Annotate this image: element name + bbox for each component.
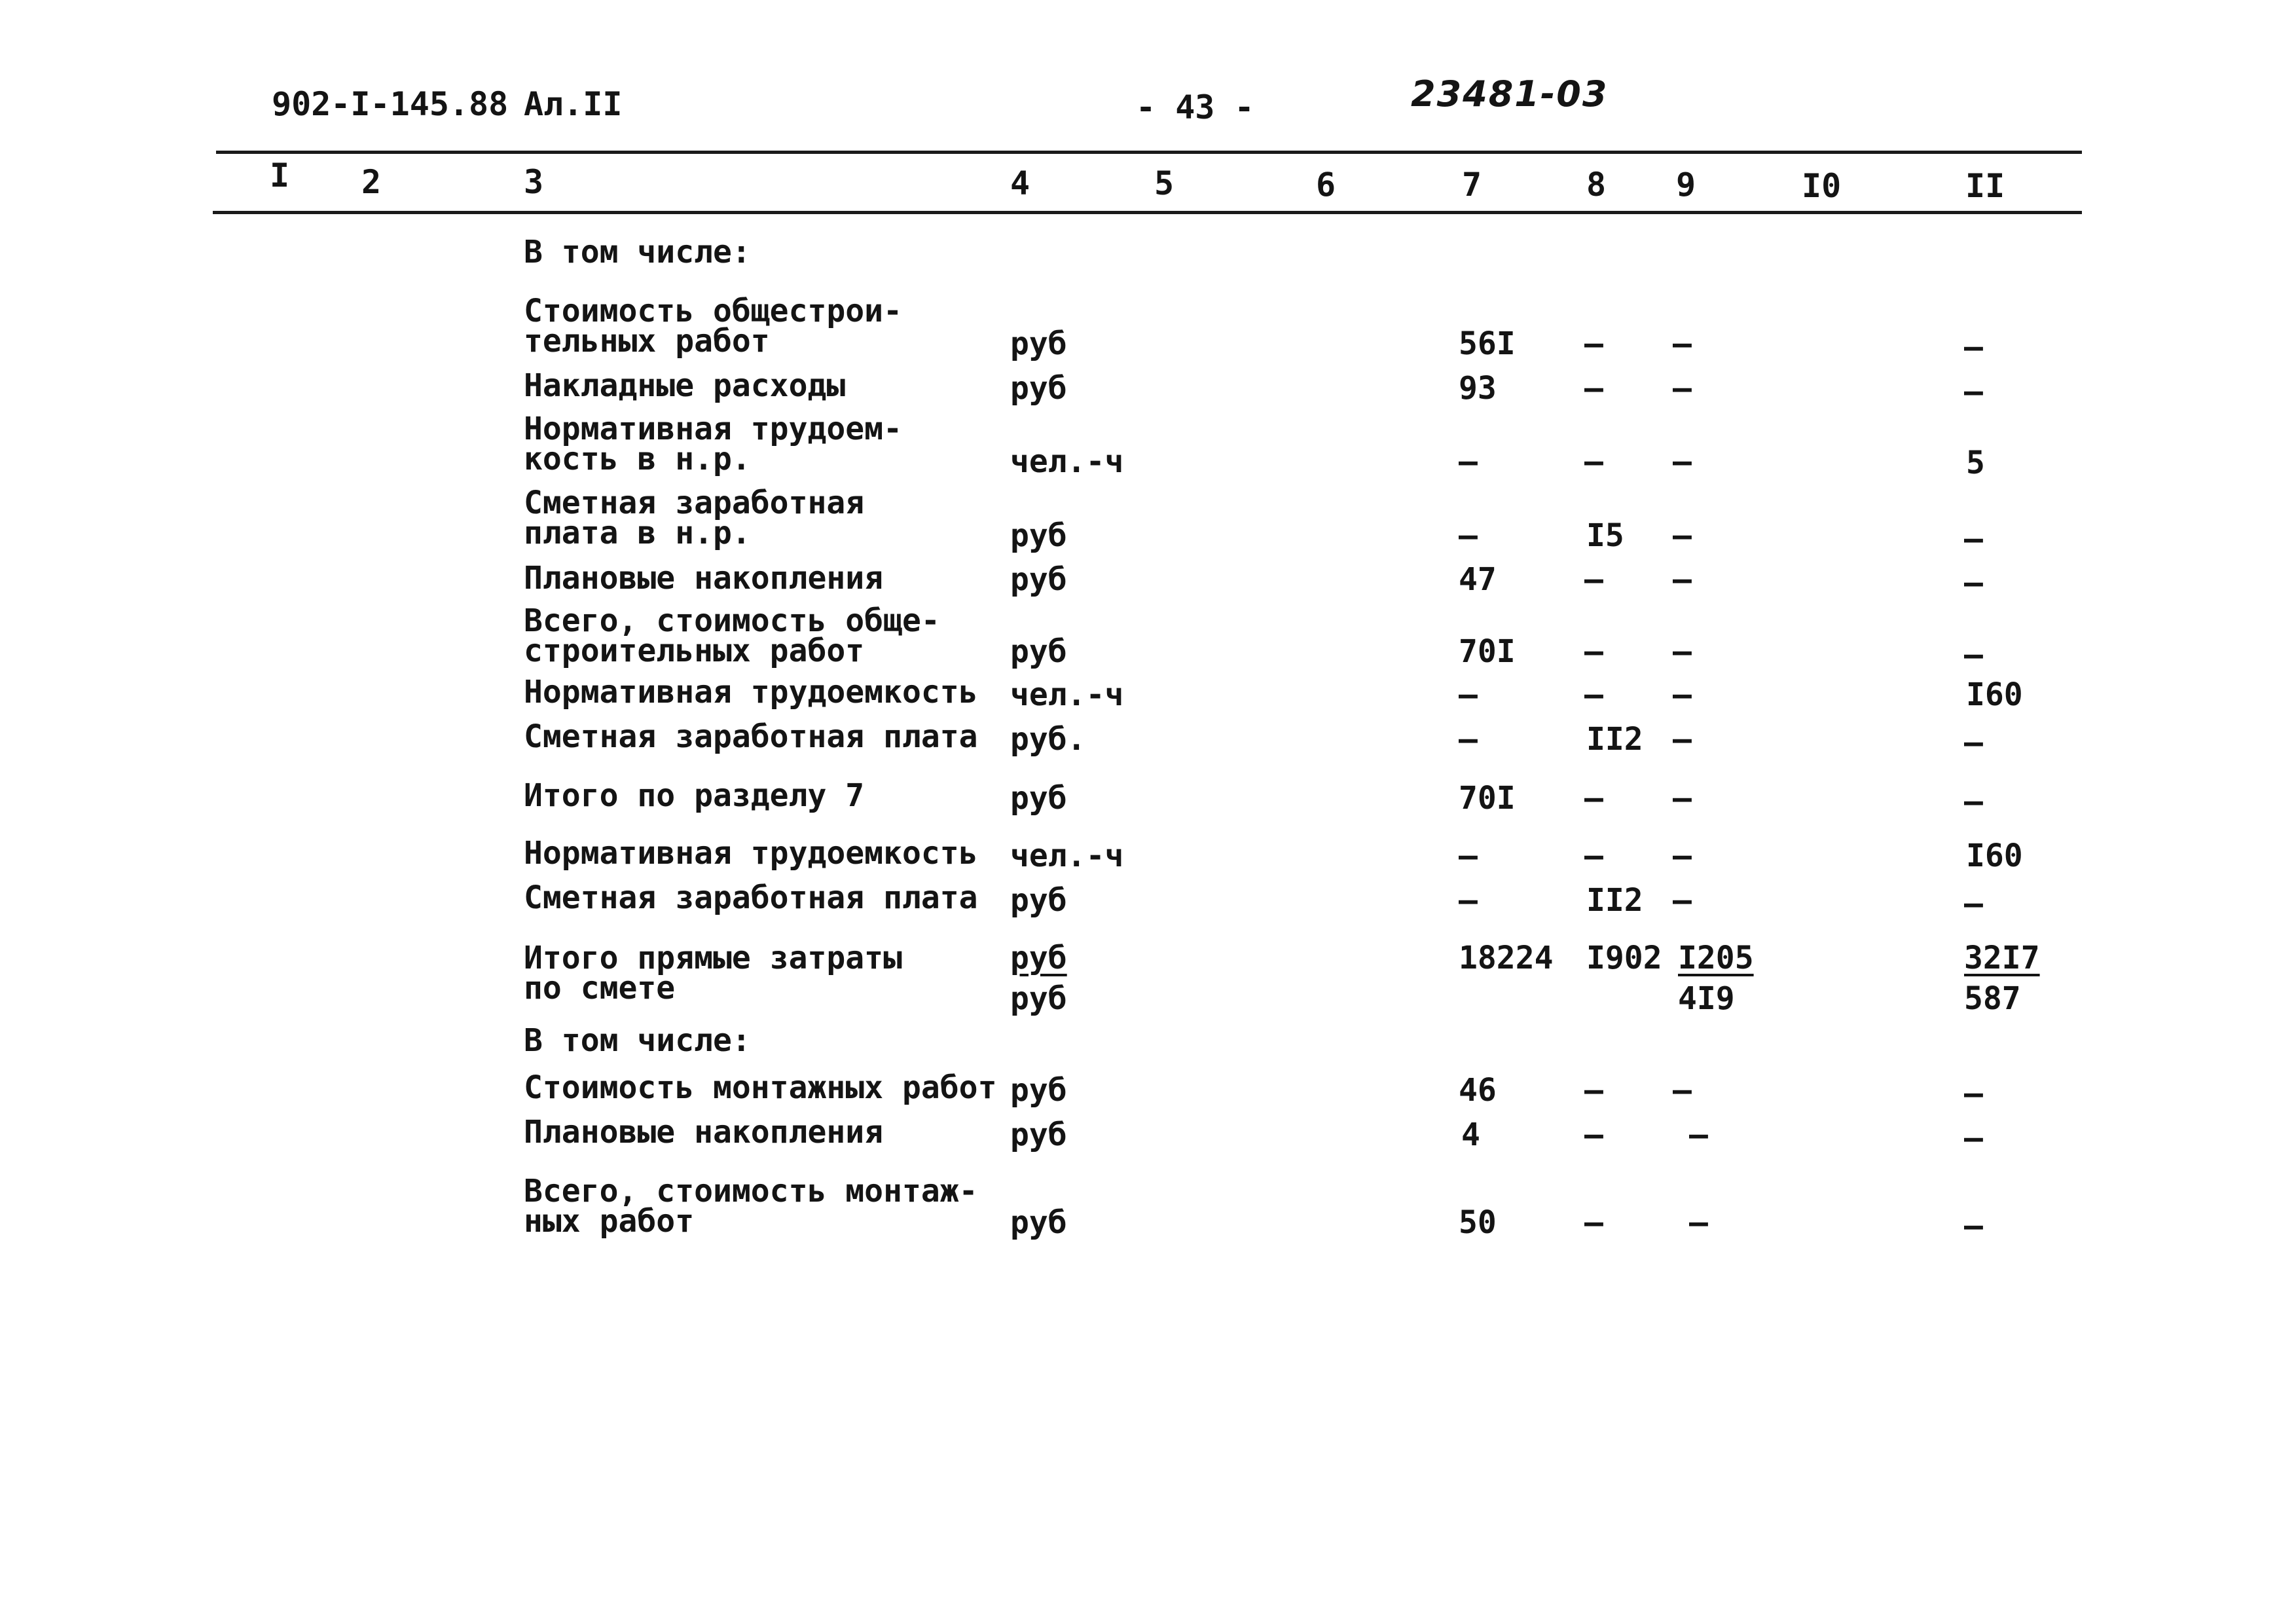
table-row-label: Сметная заработная плата — [524, 879, 978, 916]
table-cell-col7: 50 — [1459, 1204, 1497, 1241]
table-cell-col11: I60 — [1966, 838, 2023, 874]
table-cell-col7: – — [1459, 838, 1478, 874]
column-number-2: 2 — [361, 163, 382, 201]
table-row-label: В том числе: — [524, 234, 751, 270]
table-row-unit: руб — [1010, 882, 1067, 919]
table-cell-col8: – — [1584, 1204, 1603, 1241]
table-row-label: Стоимость общестрои- тельных работ — [524, 293, 902, 360]
column-number-11: II — [1965, 167, 2005, 205]
table-row-label: Плановые накопления — [524, 1114, 884, 1151]
table-row-unit-second: руб — [1010, 980, 1067, 1017]
table-cell-col9: I205 — [1678, 940, 1754, 976]
table-row-unit: руб — [1010, 370, 1067, 407]
table-cell-col9: – — [1673, 882, 1692, 919]
table-row-unit: руб — [1010, 940, 1067, 976]
table-cell-col11: – — [1964, 329, 1983, 365]
table-row-unit: чел.-ч — [1010, 676, 1124, 713]
table-cell-col11: I60 — [1966, 676, 2023, 713]
table-row-label: Всего, стоимость монтаж- ных работ — [524, 1173, 978, 1240]
table-cell-col7: – — [1459, 443, 1478, 480]
table-cell-col9: – — [1673, 325, 1692, 362]
table-row-unit: руб — [1010, 1072, 1067, 1109]
table-row-label: Накладные расходы — [524, 367, 846, 404]
table-cell-col7: 18224 — [1459, 940, 1554, 976]
table-cell-col8: – — [1584, 325, 1603, 362]
table-cell-col11: – — [1964, 1120, 1983, 1156]
table-cell-col7: 47 — [1459, 561, 1497, 598]
table-cell-col11-second: 587 — [1964, 980, 2021, 1017]
page-number: - 43 - — [1136, 88, 1254, 126]
table-cell-col11: 5 — [1966, 445, 1985, 481]
table-cell-col11: – — [1964, 885, 1983, 922]
table-cell-col7: 93 — [1459, 370, 1497, 407]
column-number-5: 5 — [1154, 164, 1175, 202]
table-cell-col7: 56I — [1459, 325, 1516, 362]
table-cell-col11: – — [1964, 373, 1983, 410]
table-cell-col11: 32I7 — [1964, 940, 2040, 976]
table-cell-col7: – — [1459, 721, 1478, 758]
table-row-label: Всего, стоимость обще- строительных работ — [524, 602, 940, 669]
table-cell-col11: – — [1964, 521, 1983, 557]
table-row-unit: руб — [1010, 1116, 1067, 1153]
table-cell-col8: – — [1584, 561, 1603, 598]
table-cell-col8: – — [1584, 1116, 1603, 1153]
table-cell-col7: 70I — [1459, 780, 1516, 817]
table-cell-col8: – — [1584, 370, 1603, 407]
column-number-7: 7 — [1462, 166, 1482, 204]
column-number-4: 4 — [1010, 164, 1030, 202]
table-cell-col8: II2 — [1586, 882, 1643, 919]
table-cell-col11: – — [1964, 564, 1983, 601]
table-cell-col7: – — [1459, 882, 1478, 919]
table-row-label: Нормативная трудоемкость — [524, 835, 978, 872]
table-row-unit: чел.-ч — [1010, 838, 1124, 874]
table-row-unit: руб — [1010, 780, 1067, 817]
column-number-8: 8 — [1586, 166, 1607, 204]
table-cell-col11: – — [1964, 637, 1983, 673]
table-cell-col8: – — [1584, 633, 1603, 670]
table-cell-col7: 70I — [1459, 633, 1516, 670]
table-row-unit: руб — [1010, 517, 1067, 554]
table-cell-col9: – — [1673, 780, 1692, 817]
handwritten-number: 23481-03 — [1411, 73, 1609, 115]
table-row-unit: руб — [1010, 633, 1067, 670]
column-number-1: I — [270, 157, 290, 194]
table-cell-col9: – — [1673, 1072, 1692, 1109]
table-cell-col9: – — [1673, 676, 1692, 713]
table-row-label: Сметная заработная плата — [524, 718, 978, 755]
table-cell-col9: – — [1673, 721, 1692, 758]
column-number-6: 6 — [1316, 166, 1336, 204]
table-cell-col7: – — [1459, 517, 1478, 554]
table-cell-col9: – — [1673, 838, 1692, 874]
table-cell-col9: – — [1673, 370, 1692, 407]
table-cell-col7: 46 — [1459, 1072, 1497, 1109]
table-cell-col8: – — [1584, 838, 1603, 874]
table-row-label: Сметная заработная плата в н.р. — [524, 485, 865, 551]
table-cell-col8: – — [1584, 1072, 1603, 1109]
table-cell-col11: – — [1964, 783, 1983, 820]
table-cell-col7: 4 — [1461, 1116, 1480, 1153]
table-cell-col9: – — [1689, 1116, 1708, 1153]
table-row-label: Итого по разделу 7 — [524, 777, 865, 814]
column-number-3: 3 — [524, 163, 544, 201]
table-cell-col8: – — [1584, 780, 1603, 817]
doc-code: 902-I-145.88 — [272, 85, 509, 123]
table-row-label: Нормативная трудоем- кость в н.р. — [524, 411, 902, 477]
table-row-label: Нормативная трудоемкость — [524, 674, 978, 710]
table-row-unit: руб — [1010, 1204, 1067, 1241]
table-row-unit: чел.-ч — [1010, 443, 1124, 480]
table-top-rule — [216, 151, 2082, 154]
album-label: Ал.II — [524, 85, 623, 123]
table-cell-col8: – — [1584, 676, 1603, 713]
table-cell-col7: – — [1459, 676, 1478, 713]
table-cell-col9: – — [1673, 561, 1692, 598]
table-cell-col9: – — [1673, 633, 1692, 670]
table-cell-col11: – — [1964, 724, 1983, 761]
table-cell-col9-second: 4I9 — [1678, 980, 1735, 1017]
table-cell-col11: – — [1964, 1208, 1983, 1244]
table-cell-col9: – — [1689, 1204, 1708, 1241]
table-header-rule — [213, 211, 2082, 214]
table-cell-col9: – — [1673, 517, 1692, 554]
table-cell-col9: – — [1673, 443, 1692, 480]
table-row-label: В том числе: — [524, 1022, 751, 1059]
table-row-label: Плановые накопления — [524, 560, 884, 597]
table-row-label: Стоимость монтажных работ — [524, 1069, 997, 1106]
table-row-unit: руб. — [1010, 721, 1086, 758]
table-row-unit: руб — [1010, 561, 1067, 598]
table-cell-col8: I5 — [1586, 517, 1624, 554]
column-number-10: I0 — [1802, 167, 1842, 205]
table-cell-col8: II2 — [1586, 721, 1643, 758]
table-row-label: Итого прямые затраты по смете — [524, 940, 902, 1006]
column-number-9: 9 — [1676, 166, 1696, 204]
table-row-unit: руб — [1010, 325, 1067, 362]
table-cell-col8: – — [1584, 443, 1603, 480]
table-cell-col8: I902 — [1586, 940, 1662, 976]
table-cell-col11: – — [1964, 1075, 1983, 1112]
